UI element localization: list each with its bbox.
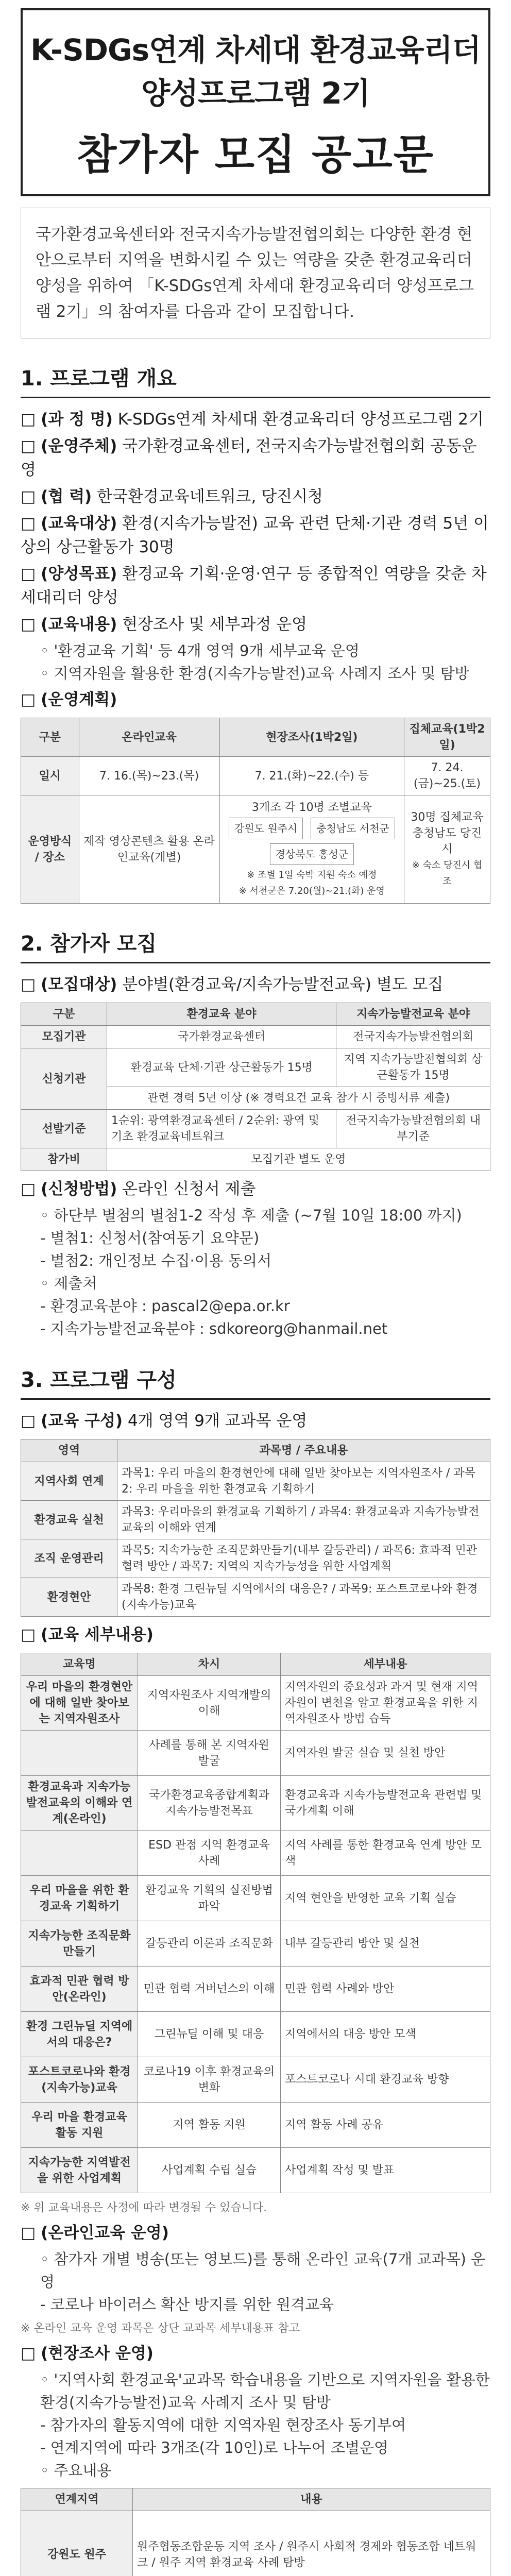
field-group-label: 3개조 각 10명 조별교육 xyxy=(251,801,372,814)
s3-field-sub-1: - 참가자의 활동지역에 대한 지역자원 현장조사 동기부여 xyxy=(40,2416,406,2434)
s1-sub-0: ◦ '환경교육 기획' 등 4개 영역 9개 세부교육 운영 xyxy=(40,642,360,659)
s1-item-4: □ (양성목표) 환경교육 기획·운영·연구 등 종합적인 역량을 갖춘 차세대리더 양성 xyxy=(21,565,487,607)
table-cell: 국가환경교육센터 xyxy=(107,1026,336,1048)
table-cell: 과목8: 환경 그린뉴딜 지역에서의 대응은? / 과목9: 포스트코로나와 환경(지속가능)교육 xyxy=(117,1578,490,1617)
table-cell: 환경교육과 지속가능발전교육의 이해와 연계(온라인) xyxy=(21,1776,138,1831)
table-cell: 국가환경교육종합계획과 지속가능발전목표 xyxy=(138,1776,281,1831)
table-cell: 효과적 민관 협력 방안(온라인) xyxy=(21,1967,138,2012)
table-cell: 일시 xyxy=(21,757,79,795)
detail-table xyxy=(21,1653,490,2193)
s1-item-2: □ (협 력) 한국환경교육네트워크, 당진시청 xyxy=(21,487,323,506)
table-cell: 강원도 원주 xyxy=(21,2511,133,2576)
table-cell: 환경현안 xyxy=(21,1578,117,1617)
section-divider xyxy=(21,962,490,963)
table-cell: 지역 지속가능발전협의회 상근활동가 15명 xyxy=(336,1048,490,1087)
table-cell: 내부 갈등관리 방안 및 실천 xyxy=(281,1921,490,1967)
table-cell: 환경교육 단체·기관 상근활동가 15명 xyxy=(107,1048,336,1087)
group-place: 충청남도 당진시 xyxy=(412,827,482,856)
table-cell: 우리 마을의 환경현안에 대해 일반 찾아보는 지역자원조사 xyxy=(21,1676,138,1731)
table-cell: 과목5: 지속가능한 조직문화만들기(내부 갈등관리) / 과목6: 효과적 민관 협력 방안 / 과목7: 지역의 지속가능성을 위한 사업계획 xyxy=(117,1539,490,1578)
table-cell: 민관 협력 거버넌스의 이해 xyxy=(138,1967,281,2012)
s2-apply-sub-1: - 별첨1: 신청서(참여동기 요약문) xyxy=(40,1229,260,1247)
table-cell: ESD 관점 지역 환경교육 사례 xyxy=(138,1831,281,1876)
intro-text: 국가환경교육센터와 전국지속가능발전협의회는 다양한 환경 현안으로부터 지역을 변화시킬 수 있는 역량을 갖춘 환경교육리더 양성을 위하여 「K-SDGs연계 차세대 환경교육리더 양성프로그램 2기」의 참여자를 다음과 같이 모집합니다. xyxy=(21,208,490,338)
table-header-cell: 과목명 / 주요내용 xyxy=(117,1439,490,1462)
table-cell xyxy=(219,795,404,904)
group-note: ※ 숙소 당진시 협조 xyxy=(412,860,483,887)
field-box: 경상북도 홍성군 xyxy=(270,843,354,865)
section-1-title: 1. 프로그램 개요 xyxy=(21,367,177,391)
s1-item-0: □ (과 정 명) K-SDGs연계 차세대 환경교육리더 양성프로그램 2기 xyxy=(21,410,484,429)
table-cell: 환경교육 실천 xyxy=(21,1501,117,1539)
table-cell: 7. 24.(금)~25.(토) xyxy=(404,757,490,795)
s3-field-sub-2: - 연계지역에 따라 3개조(각 10인)로 나누어 조별운영 xyxy=(40,2439,389,2456)
table-cell: 환경교육 기획의 실전방법 파악 xyxy=(138,1876,281,1921)
table-cell: 환경 그린뉴딜 지역에서의 대응은? xyxy=(21,2012,138,2057)
field-note: ※ 조별 1일 숙박 지원 숙소 예정 xyxy=(247,870,377,880)
table-header-cell: 차시 xyxy=(138,1653,281,1676)
table-header-cell: 지속가능발전교육 분야 xyxy=(336,1003,490,1026)
table-cell xyxy=(21,1831,138,1876)
table-cell: 지역 현안을 반영한 교육 기획 실습 xyxy=(281,1876,490,1921)
table-header-cell: 내용 xyxy=(133,2488,490,2511)
field-box: 충청남도 서천군 xyxy=(311,818,395,839)
table-cell: 선발기준 xyxy=(21,1110,107,1148)
table-cell: 코로나19 이후 환경교육의 변화 xyxy=(138,2057,281,2103)
table-cell: 과목3: 우리마을의 환경교육 기획하기 / 과목4: 환경교육과 지속가능발전교육의 이해와 연계 xyxy=(117,1501,490,1539)
table-cell: 참가비 xyxy=(21,1148,107,1171)
s2-item: □ (모집대상) 분야별(환경교육/지속가능발전교육) 별도 모집 xyxy=(21,975,444,994)
table-cell: 지역자원의 중요성과 과거 및 현재 지역자원이 변천을 알고 환경교육을 위한 지역자원조사 방법 습득 xyxy=(281,1676,490,1731)
s3-online-sub-1: - 코로나 바이러스 확산 방지를 위한 원격교육 xyxy=(40,2296,334,2313)
table-cell: 관련 경력 5년 이상 (※ 경력요건 교육 참가 시 증빙서류 제출) xyxy=(107,1087,490,1110)
table-cell: 지역 활동 지원 xyxy=(138,2103,281,2148)
s2-apply-sub-3: ◦ 제출처 xyxy=(40,1275,97,1292)
s1-schedule-title: □ (운영계획) xyxy=(21,690,117,709)
table-header-cell: 집체교육(1박2일) xyxy=(404,718,490,757)
table-cell: 전국지속가능발전협의회 내부기준 xyxy=(336,1110,490,1148)
table-cell: 운영방식 / 장소 xyxy=(21,795,79,904)
header-subtitle: K-SDGs연계 차세대 환경교육리더 양성프로그램 2기 xyxy=(30,32,481,111)
s2-email-sd[interactable]: - 지속가능발전교육분야 : sdkoreorg@hanmail.net xyxy=(40,1320,388,1337)
table-cell: 환경교육과 지속가능발전교육 관련법 및 국가계획 이해 xyxy=(281,1776,490,1831)
group-label: 30명 집체교육 xyxy=(411,811,484,824)
table-cell: 모집기관 xyxy=(21,1026,107,1048)
notice-header xyxy=(21,8,490,196)
table-cell: 지역 활동 사례 공유 xyxy=(281,2103,490,2148)
s2-apply-sub-0: ◦ 하단부 별첨의 별첨1-2 작성 후 제출 (~7월 10일 18:00 까지) xyxy=(40,1207,462,1224)
table-header-cell: 구분 xyxy=(21,718,79,757)
field-box: 강원도 원주시 xyxy=(229,818,303,839)
table-header-cell: 현장조사(1박2일) xyxy=(219,718,404,757)
table-cell: 우리 마을 환경교육 활동 지원 xyxy=(21,2103,138,2148)
table-header-cell: 세부내용 xyxy=(281,1653,490,1676)
s1-item-5: □ (교육내용) 현장조사 및 세부과정 운영 xyxy=(21,615,308,634)
field-table xyxy=(21,2488,490,2576)
table-cell: 1순위: 광역환경교육센터 / 2순위: 광역 및 기초 환경교육네트워크 xyxy=(107,1110,336,1148)
s2-email-env[interactable]: - 환경교육분야 : pascal2@epa.or.kr xyxy=(40,1297,290,1315)
table-cell: 그린뉴딜 이해 및 대응 xyxy=(138,2012,281,2057)
s3-online-sub-0: ◦ 참가자 개별 병송(또는 영보드)를 통해 온라인 교육(7개 교과목) 운영 xyxy=(40,2250,486,2291)
section-3-title: 3. 프로그램 구성 xyxy=(21,1368,177,1392)
table-cell: 갈등관리 이론과 조직문화 xyxy=(138,1921,281,1967)
table-cell: 지역사회 연계 xyxy=(21,1462,117,1501)
table-cell: 사례를 통해 본 지역자원 발굴 xyxy=(138,1731,281,1776)
table-cell: 전국지속가능발전협의회 xyxy=(336,1026,490,1048)
table-cell: 지역 사례를 통한 환경교육 연계 방안 모색 xyxy=(281,1831,490,1876)
table-header-cell: 환경교육 분야 xyxy=(107,1003,336,1026)
s2-apply-sub-2: - 별첨2: 개인정보 수집·이용 동의서 xyxy=(40,1252,271,1269)
table-header-cell: 연계지역 xyxy=(21,2488,133,2511)
table-cell: 지역자원 발굴 실습 및 실천 방안 xyxy=(281,1731,490,1776)
recruit-table xyxy=(21,1003,490,1171)
table-cell: 우리 마을을 위한 환경교육 기획하기 xyxy=(21,1876,138,1921)
curriculum-table xyxy=(21,1439,490,1617)
table-cell: 모집기관 별도 운영 xyxy=(107,1148,490,1171)
table-cell: 포스트코로나와 환경(지속가능)교육 xyxy=(21,2057,138,2103)
schedule-table xyxy=(21,718,490,904)
table-cell: 포스트코로나 시대 환경교육 방향 xyxy=(281,2057,490,2103)
table-cell: 조직 운영관리 xyxy=(21,1539,117,1578)
section-2-title: 2. 참가자 모집 xyxy=(21,932,157,956)
table-header-cell: 교육명 xyxy=(21,1653,138,1676)
table-cell xyxy=(21,1731,138,1776)
table-cell: 원주협동조합운동 지역 조사 / 원주시 사회적 경제와 협동조합 네트워크 / 원주 지역 환경교육 사례 탐방 xyxy=(133,2511,490,2576)
s2-apply: □ (신청방법) 온라인 신청서 제출 xyxy=(21,1180,256,1198)
detail-note: ※ 위 교육내용은 사정에 따라 변경될 수 있습니다. xyxy=(21,2201,267,2214)
table-cell: 과목1: 우리 마을의 환경현안에 대해 일반 찾아보는 지역자원조사 / 과목2: 우리 마을을 위한 환경교육 기획하기 xyxy=(117,1462,490,1501)
table-cell: 지역자원조사 지역개발의 이해 xyxy=(138,1676,281,1731)
s3-item: □ (교육 구성) 4개 영역 9개 교과목 운영 xyxy=(21,1412,308,1430)
table-header-cell: 영역 xyxy=(21,1439,117,1462)
table-cell: 7. 16.(목)~23.(목) xyxy=(79,757,219,795)
s1-sub-1: ◦ 지역자원을 활용한 환경(지속가능발전)교육 사례지 조사 및 탐방 xyxy=(40,665,469,682)
table-cell: 민관 협력 사례와 방안 xyxy=(281,1967,490,2012)
s1-item-1: □ (운영주체) 국가환경교육센터, 전국지속가능발전협의회 공동운영 xyxy=(21,437,477,479)
table-cell: 사업계획 수립 실습 xyxy=(138,2148,281,2193)
s3-field-sub-3: ◦ 주요내용 xyxy=(40,2462,112,2479)
table-header-cell: 온라인교육 xyxy=(79,718,219,757)
s3-field: □ (현장조사 운영) xyxy=(21,2344,154,2363)
s3-online: □ (온라인교육 운영) xyxy=(21,2224,169,2242)
table-cell: 지역에서의 대응 방안 모색 xyxy=(281,2012,490,2057)
online-note: ※ 온라인 교육 운영 과목은 상단 교과목 세부내용표 참고 xyxy=(21,2322,300,2335)
table-cell xyxy=(404,795,490,904)
s1-item-3: □ (교육대상) 환경(지속가능발전) 교육 관련 단체·기관 경력 5년 이상의 상근활동가 30명 xyxy=(21,514,489,556)
table-cell: 신청기관 xyxy=(21,1048,107,1110)
section-divider xyxy=(21,397,490,398)
section-divider xyxy=(21,1398,490,1400)
s3-detail-title: □ (교육 세부내용) xyxy=(21,1625,154,1644)
table-header-cell: 구분 xyxy=(21,1003,107,1026)
s3-field-sub-0: ◦ '지역사회 환경교육'교과목 학습내용을 기반으로 지역자원을 활용한 환경(지속가능발전)교육 사례지 조사 및 탐방 xyxy=(40,2371,490,2411)
table-cell: 지속가능한 조직문화만들기 xyxy=(21,1921,138,1967)
table-cell: 제작 영상콘텐츠 활용 온라인교육(개별) xyxy=(79,795,219,904)
field-note-2: ※ 서천군은 7.20(월)~21.(화) 운영 xyxy=(239,886,385,896)
table-cell: 7. 21.(화)~22.(수) 등 xyxy=(219,757,404,795)
table-cell: 사업계획 작성 및 발표 xyxy=(281,2148,490,2193)
table-cell: 지속가능한 지역발전을 위한 사업계획 xyxy=(21,2148,138,2193)
header-title: 참가자 모집 공고문 xyxy=(77,131,434,179)
